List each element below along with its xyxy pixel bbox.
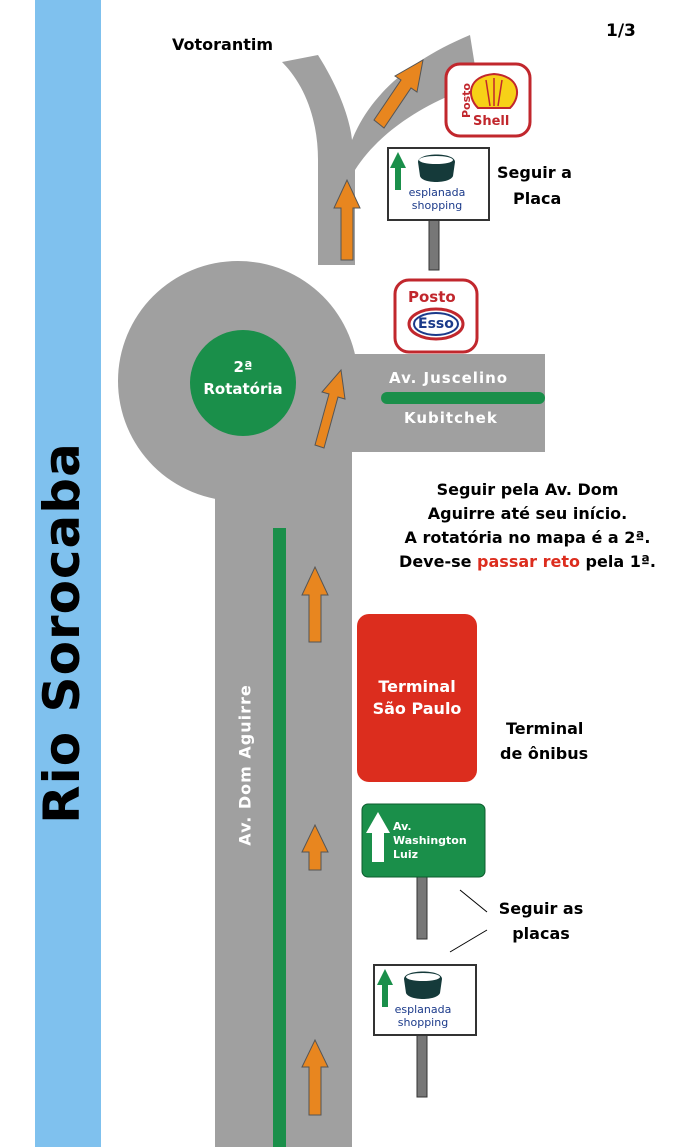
esplanada-top-label (400, 186, 474, 212)
juscelino-label-line1: Av. Juscelino (389, 369, 509, 387)
washington-line2: Washington (393, 834, 467, 847)
instructions-line2: Aguirre até seu início. (427, 504, 628, 523)
votorantim-label: Votorantim (172, 35, 274, 54)
terminal-onibus-note (500, 716, 588, 766)
terminal-onibus-line1: Terminal (506, 719, 584, 738)
median-dom-aguirre (273, 528, 286, 1147)
instructions-line4 (360, 550, 695, 574)
seguir-placas-line1: Seguir as (498, 899, 584, 918)
roundabout-ordinal: 2ª (233, 358, 253, 376)
esplanada-bottom-label (386, 1003, 460, 1029)
shell-brand-label: Shell (473, 114, 510, 129)
dom-aguirre-name: Av. Dom Aguirre (235, 684, 255, 846)
instructions-line4-pre: Deve-se (399, 552, 478, 571)
terminal-onibus-line2: de ônibus (500, 744, 589, 763)
esso-brand-label: Esso (418, 316, 454, 332)
esplanada-bottom-line2: shopping (397, 1016, 449, 1029)
esso-posto-label: Posto (408, 288, 456, 306)
leader-line-top (460, 890, 487, 912)
esplanada-sign-bottom (374, 965, 476, 1097)
seguir-placa-line1: Seguir a (497, 163, 572, 182)
roundabout-name: Rotatória (203, 380, 283, 398)
instructions-line4-post: pela 1ª. (579, 552, 656, 571)
roundabout-label (185, 356, 301, 400)
esplanada-top-line1: esplanada (408, 186, 466, 199)
washington-line1: Av. (393, 820, 412, 833)
median-juscelino (381, 392, 545, 404)
instructions-line3: A rotatória no mapa é a 2ª. (404, 528, 651, 547)
instructions-highlight: passar reto (477, 552, 580, 571)
washington-sign-label (393, 820, 467, 862)
instructions-line1: Seguir pela Av. Dom (436, 480, 619, 499)
seguir-placa-line2: Placa (513, 189, 562, 208)
juscelino-label-line2: Kubitchek (404, 409, 498, 427)
terminal-sao-paulo-label (357, 676, 477, 720)
seguir-placas-line2: placas (512, 924, 570, 943)
washington-line3: Luiz (393, 848, 419, 861)
shell-posto-label: Posto (460, 83, 473, 118)
esplanada-bottom-line1: esplanada (394, 1003, 452, 1016)
terminal-line1: Terminal (378, 677, 456, 696)
esplanada-top-line2: shopping (411, 199, 463, 212)
seguir-placas-note (488, 896, 594, 946)
leader-line-bottom (450, 930, 487, 952)
page-number: 1/3 (606, 21, 636, 41)
river-name: Rio Sorocaba (33, 442, 91, 824)
instructions-block (360, 478, 695, 574)
terminal-line2: São Paulo (372, 699, 462, 718)
seguir-placa-note (497, 160, 572, 212)
